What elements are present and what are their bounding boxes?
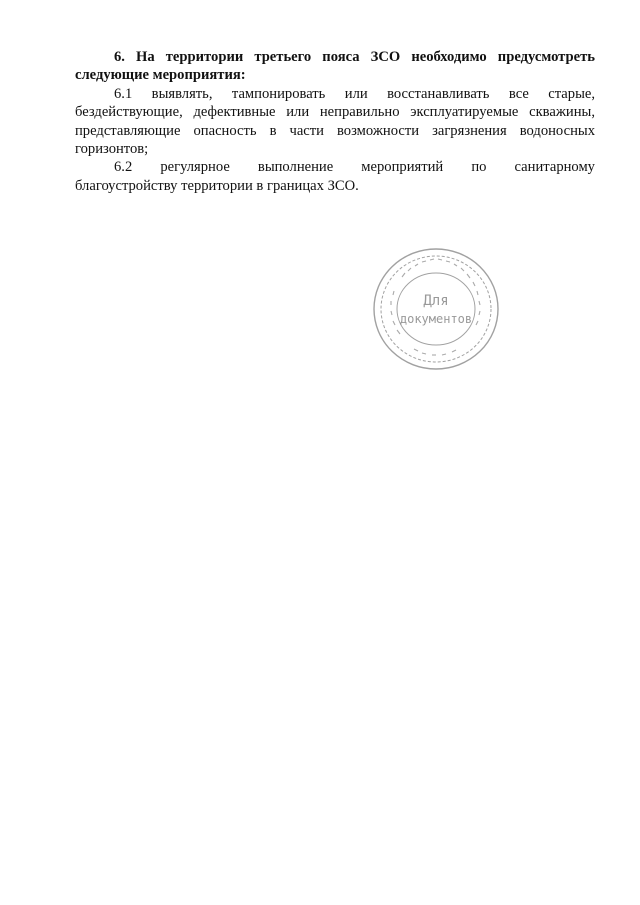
- item-6-2-word: выполнение: [257, 159, 334, 176]
- item-6-2-line-2: благоустройству территории в границах ЗСО.: [75, 177, 359, 194]
- document-body: [75, 48, 595, 195]
- item-6-1-line-4: горизонтов;: [75, 141, 149, 158]
- section-6-heading-line-1: 6. На территории третьего пояса ЗСО необходимо предусмотреть: [114, 49, 595, 65]
- item-6-2-word: 6.2: [114, 159, 133, 176]
- item-6-1-line-2: бездействующие, дефективные или неправильно эксплуатируемые скважины,: [75, 104, 595, 121]
- section-6-heading-line-2: следующие мероприятия:: [75, 67, 246, 84]
- stamp-center-line-2: документов: [399, 312, 473, 326]
- item-6-1-line-1: 6.1 выявлять, тампонировать или восстанавливать все старые,: [114, 85, 595, 102]
- item-6-2-word: регулярное: [160, 159, 230, 176]
- item-6-2-word: мероприятий: [361, 159, 444, 176]
- round-seal-stamp: [372, 247, 500, 371]
- item-6-2-word: по: [471, 159, 487, 176]
- item-6-2-line-1: [75, 158, 595, 176]
- stamp-center-line-1: Для: [423, 293, 449, 309]
- item-6-1-line-3: представляющие опасность в части возможности загрязнения водоносных: [75, 122, 595, 139]
- item-6-2-word: санитарному: [514, 159, 595, 176]
